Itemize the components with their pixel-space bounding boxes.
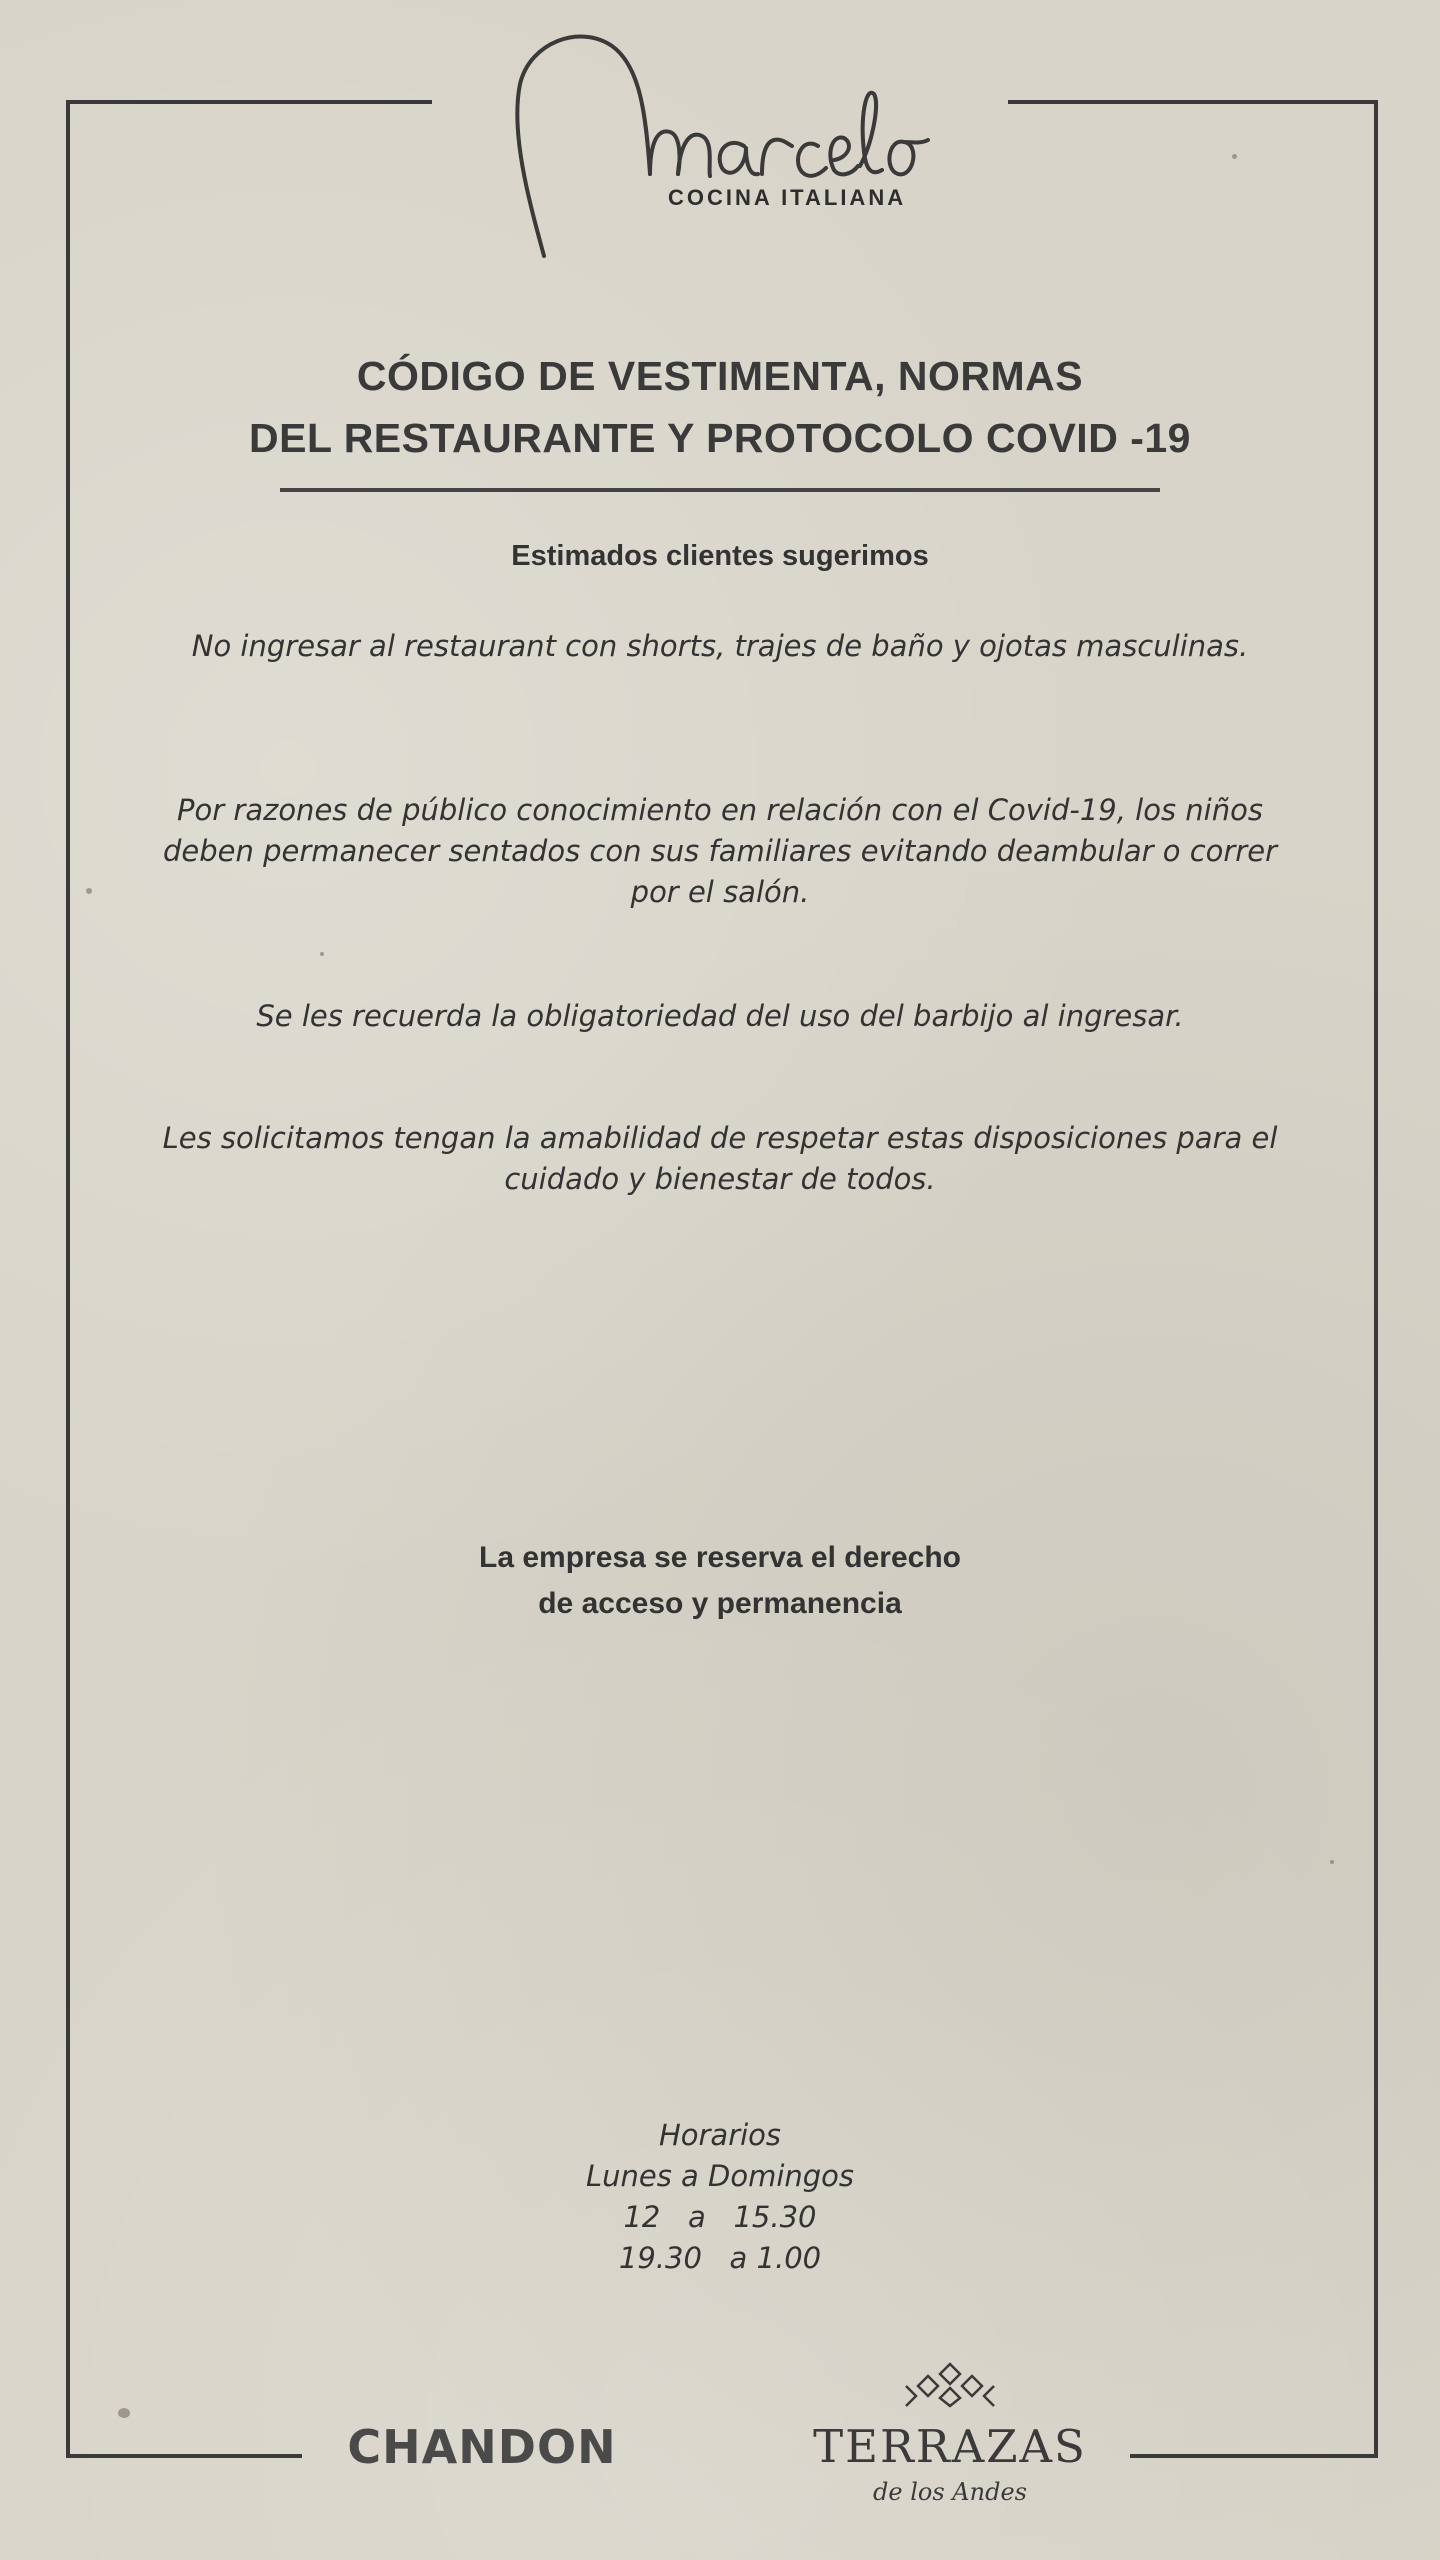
frame-top-right bbox=[1008, 100, 1378, 104]
brand-tagline: COCINA ITALIANA bbox=[668, 185, 907, 210]
lead-text: Estimados clientes sugerimos bbox=[511, 540, 929, 572]
marcelo-logo bbox=[500, 24, 960, 274]
hours-dinner: 19.30 a 1.00 bbox=[618, 2241, 822, 2275]
paper-speck bbox=[118, 2408, 130, 2418]
title-divider bbox=[280, 488, 1160, 492]
frame-right bbox=[1374, 100, 1378, 2458]
page-title-line-2: DEL RESTAURANTE Y PROTOCOLO COVID -19 bbox=[249, 415, 1191, 461]
hours-days: Lunes a Domingos bbox=[585, 2159, 855, 2193]
rule-respect: Les solicitamos tengan la amabilidad de respetar estas disposiciones para el cuidado y bienestar de todos. bbox=[162, 1121, 1278, 1196]
reserve-line-1: La empresa se reserva el derecho bbox=[479, 1541, 961, 1574]
rule-children: Por razones de público conocimiento en relación con el Covid-19, los niños deben permanecer sentados con sus familiares evitando deambular o correr por el salón. bbox=[163, 793, 1277, 909]
reserve-notice bbox=[300, 1535, 1140, 1627]
frame-left bbox=[66, 100, 70, 2458]
hours-lunch: 12 a 15.30 bbox=[623, 2200, 817, 2234]
paper-speck bbox=[1330, 1860, 1334, 1864]
paper-speck bbox=[1232, 154, 1237, 159]
paper-speck bbox=[86, 888, 92, 894]
reserve-line-2: de acceso y permanencia bbox=[538, 1587, 902, 1620]
terrazas-logo: TERRAZAS bbox=[813, 2420, 1087, 2473]
frame-bottom-right bbox=[1130, 2454, 1378, 2458]
chandon-logo: CHANDON bbox=[347, 2420, 617, 2474]
page-title-line-1: CÓDIGO DE VESTIMENTA, NORMAS bbox=[356, 353, 1084, 399]
frame-top-left bbox=[66, 100, 432, 104]
hours-label: Horarios bbox=[658, 2118, 782, 2152]
terrazas-diamond-icon bbox=[902, 2362, 998, 2408]
terrazas-subtitle: de los Andes bbox=[873, 2478, 1027, 2506]
paper-speck bbox=[320, 952, 324, 956]
rule-mask: Se les recuerda la obligatoriedad del uso del barbijo al ingresar. bbox=[256, 999, 1184, 1033]
opening-hours bbox=[470, 2115, 970, 2279]
rule-dress-code: No ingresar al restaurant con shorts, trajes de baño y ojotas masculinas. bbox=[191, 629, 1249, 663]
frame-bottom-left bbox=[66, 2454, 302, 2458]
